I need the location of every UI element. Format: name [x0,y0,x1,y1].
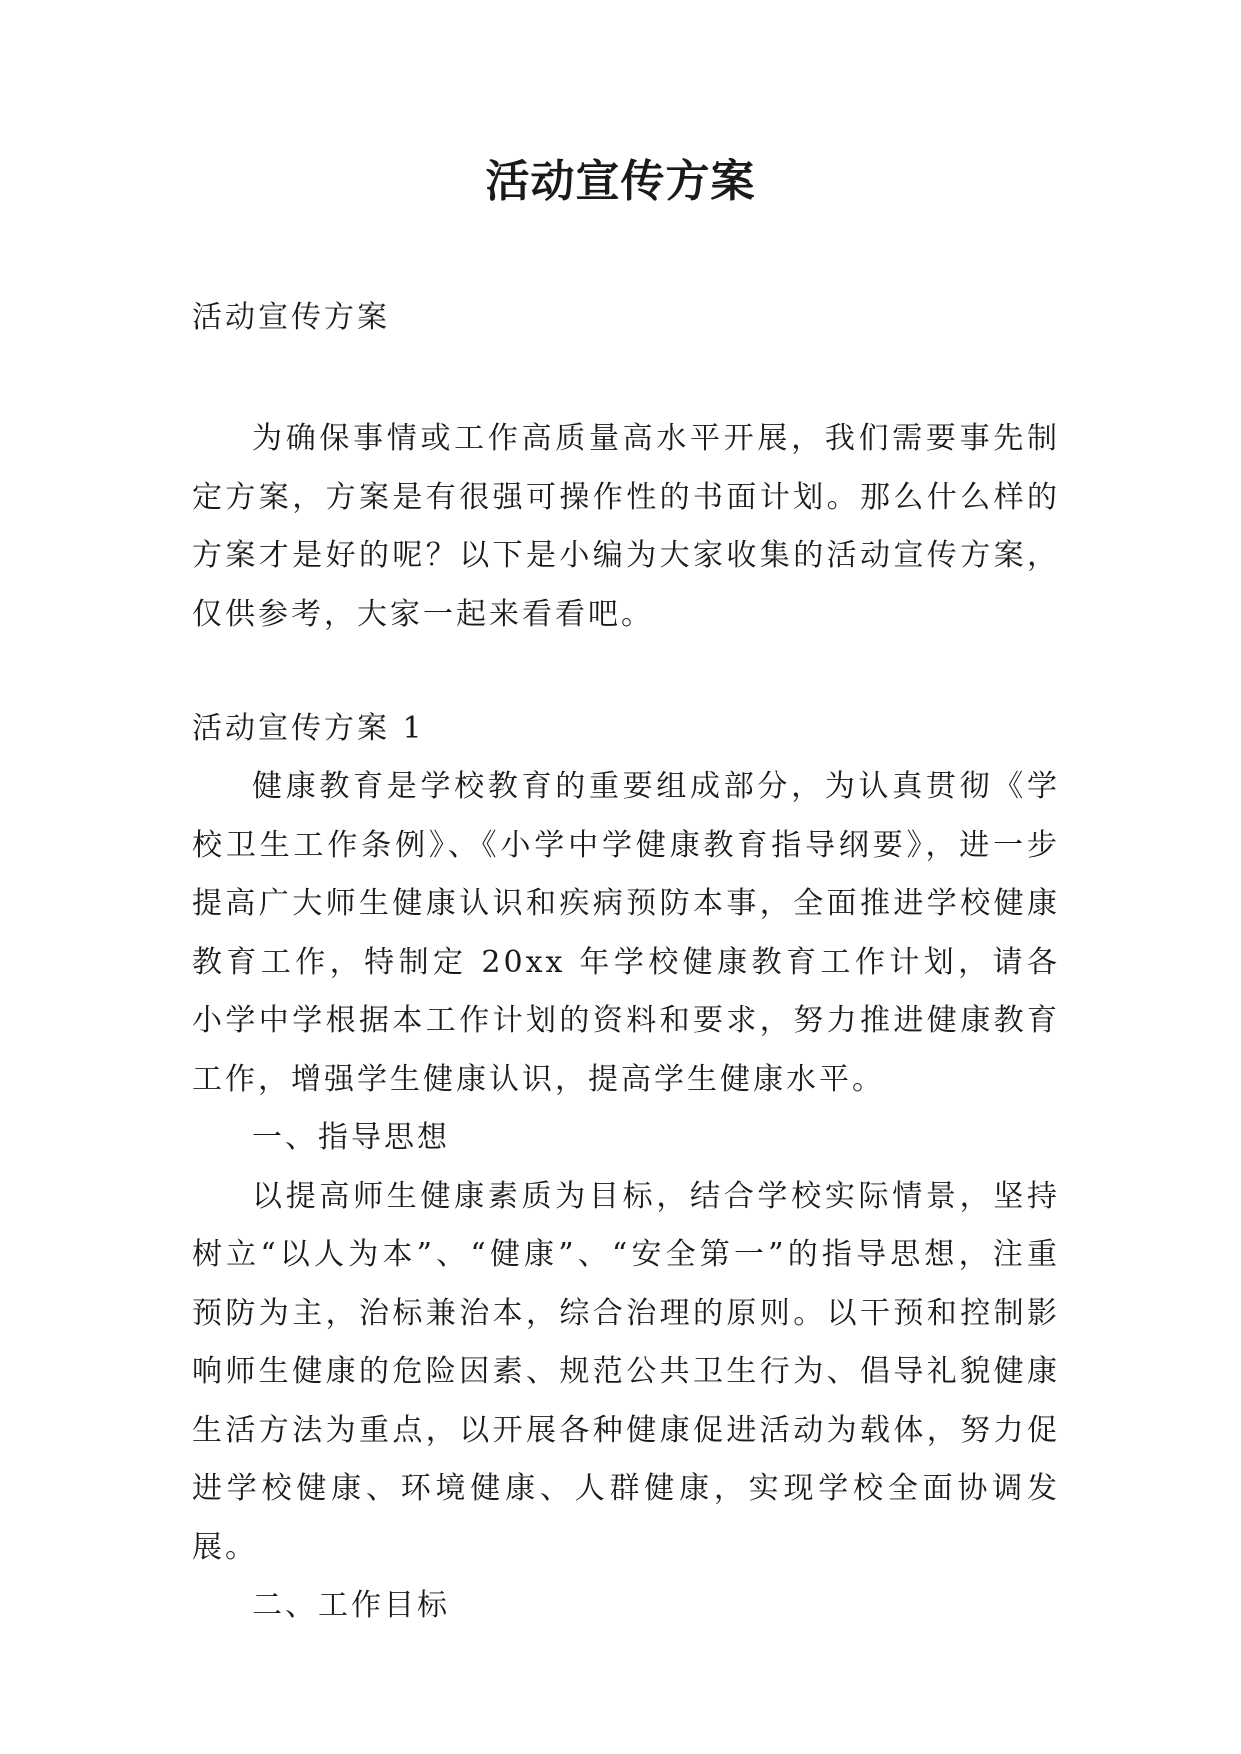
intro-paragraph: 为确保事情或工作高质量高水平开展，我们需要事先制定方案，方案是有很强可操作性的书面计划。那么什么样的方案才是好的呢？以下是小编为大家收集的活动宣传方案，仅供参考，大家一起来看看吧。 [192,421,1060,632]
document-title: 活动宣传方案 [485,156,756,207]
section-1-title: 活动宣传方案 1 [192,711,425,746]
section-1-content [192,758,1060,1636]
heading-work-goals: 二、工作目标 [252,1588,450,1623]
section-1-paragraph-2: 以提高师生健康素质为目标，结合学校实际情景，坚持树立“以人为本”、“健康”、“安全第一”的指导思想，注重预防为主，治标兼治本，综合治理的原则。以干预和控制影响师生健康的危险因素、规范公共卫生行为、倡导礼貌健康生活方法为重点，以开展各种健康促进活动为载体，努力促进学校健康、环境健康、人群健康，实现学校全面协调发展。 [192,1178,1060,1565]
heading-guiding-ideology: 一、指导思想 [252,1120,450,1155]
section-1-paragraph-1: 健康教育是学校教育的重要组成部分，为认真贯彻《学校卫生工作条例》、《小学中学健康教育指导纲要》，进一步提高广大师生健康认识和疾病预防本事，全面推进学校健康教育工作，特制定 20xx 年学校健康教育工作计划，请各小学中学根据本工作计划的资料和要求，努力推进健康教育工作，增强学生健康认识，提高学生健康水平。 [192,769,1060,1097]
document-subtitle: 活动宣传方案 [192,300,390,335]
